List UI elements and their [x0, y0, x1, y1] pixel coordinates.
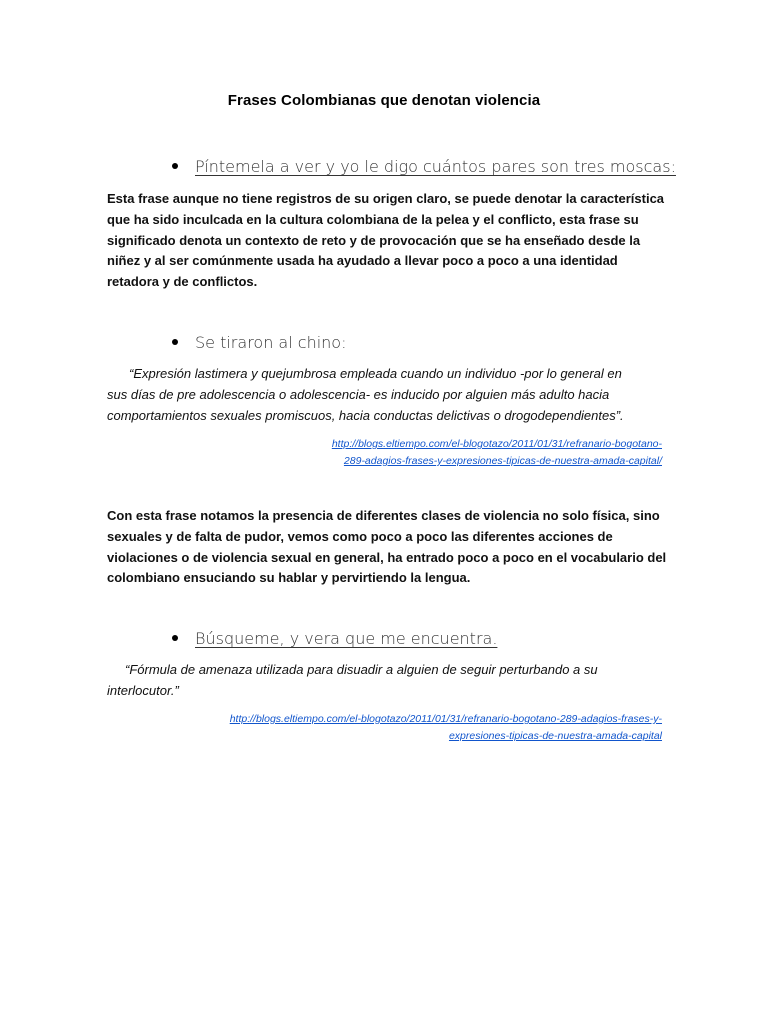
bullet-label: Píntemela a ver y yo le digo cuántos pares son tres moscas: — [195, 157, 676, 176]
bullet-label: Se tiraron al chino: — [195, 333, 347, 352]
quote-line: comportamientos sexuales promiscuos, hacia conductas delictivas o drogodependientes”. — [107, 407, 624, 423]
bullet-item-2 — [172, 333, 346, 352]
paragraph-2 — [107, 506, 667, 589]
quote-line: “Expresión lastimera y quejumbrosa empleada cuando un individuo -por lo general en — [129, 366, 622, 381]
paragraph-line: sexuales y de falta de pudor, vemos como poco a poco las diferentes acciones de — [107, 528, 613, 544]
bullet-dot-icon — [172, 163, 178, 169]
quote-2 — [107, 660, 667, 702]
quote-line: interlocutor.” — [107, 682, 179, 698]
paragraph-line: que ha sido inculcada en la cultura colombiana de la pelea y el conflicto, esta frase su — [107, 211, 639, 227]
paragraph-line: Con esta frase notamos la presencia de diferentes clases de violencia no solo física, sino — [107, 508, 660, 523]
bullet-dot-icon — [172, 635, 178, 641]
paragraph-line: colombiano ensuciando su hablar y pervirtiendo la lengua. — [107, 570, 471, 586]
document-title: Frases Colombianas que denotan violencia — [227, 92, 541, 109]
paragraph-line: retadora y de conflictos. — [107, 274, 258, 290]
paragraph-line: significado denota un contexto de reto y de provocación que se ha enseñado desde la — [107, 232, 641, 248]
source-link-2[interactable] — [102, 711, 662, 745]
source-link-1[interactable] — [142, 436, 662, 470]
link-line[interactable]: http://blogs.eltiempo.com/el-blogotazo/2011/01/31/refranario-bogotano-289-adagios-frases-y- — [229, 713, 662, 725]
paragraph-1 — [107, 189, 667, 293]
bullet-label: Búsqueme, y vera que me encuentra. — [195, 629, 498, 648]
bullet-item-3 — [172, 629, 497, 648]
paragraph-line: niñez y al ser comúnmente usada ha ayudado a llevar poco a poco a una identidad — [107, 253, 618, 269]
link-line[interactable]: http://blogs.eltiempo.com/el-blogotazo/2011/01/31/refranario-bogotano- — [331, 438, 662, 450]
bullet-item-1 — [172, 157, 676, 176]
paragraph-line: violaciones o de violencia sexual en general, ha entrado poco a poco en el vocabulario del — [107, 549, 667, 565]
link-line[interactable]: expresiones-tipicas-de-nuestra-amada-capital — [448, 730, 662, 742]
link-line[interactable]: 289-adagios-frases-y-expresiones-tipicas-de-nuestra-amada-capital/ — [343, 455, 662, 467]
quote-1 — [107, 364, 667, 426]
quote-line: “Fórmula de amenaza utilizada para disuadir a alguien de seguir perturbando a su — [125, 662, 598, 677]
quote-line: sus días de pre adolescencia o adolescencia- es inducido por alguien más adulto hacia — [107, 386, 610, 402]
paragraph-line: Esta frase aunque no tiene registros de su origen claro, se puede denotar la característica — [107, 191, 665, 206]
bullet-dot-icon — [172, 339, 178, 345]
